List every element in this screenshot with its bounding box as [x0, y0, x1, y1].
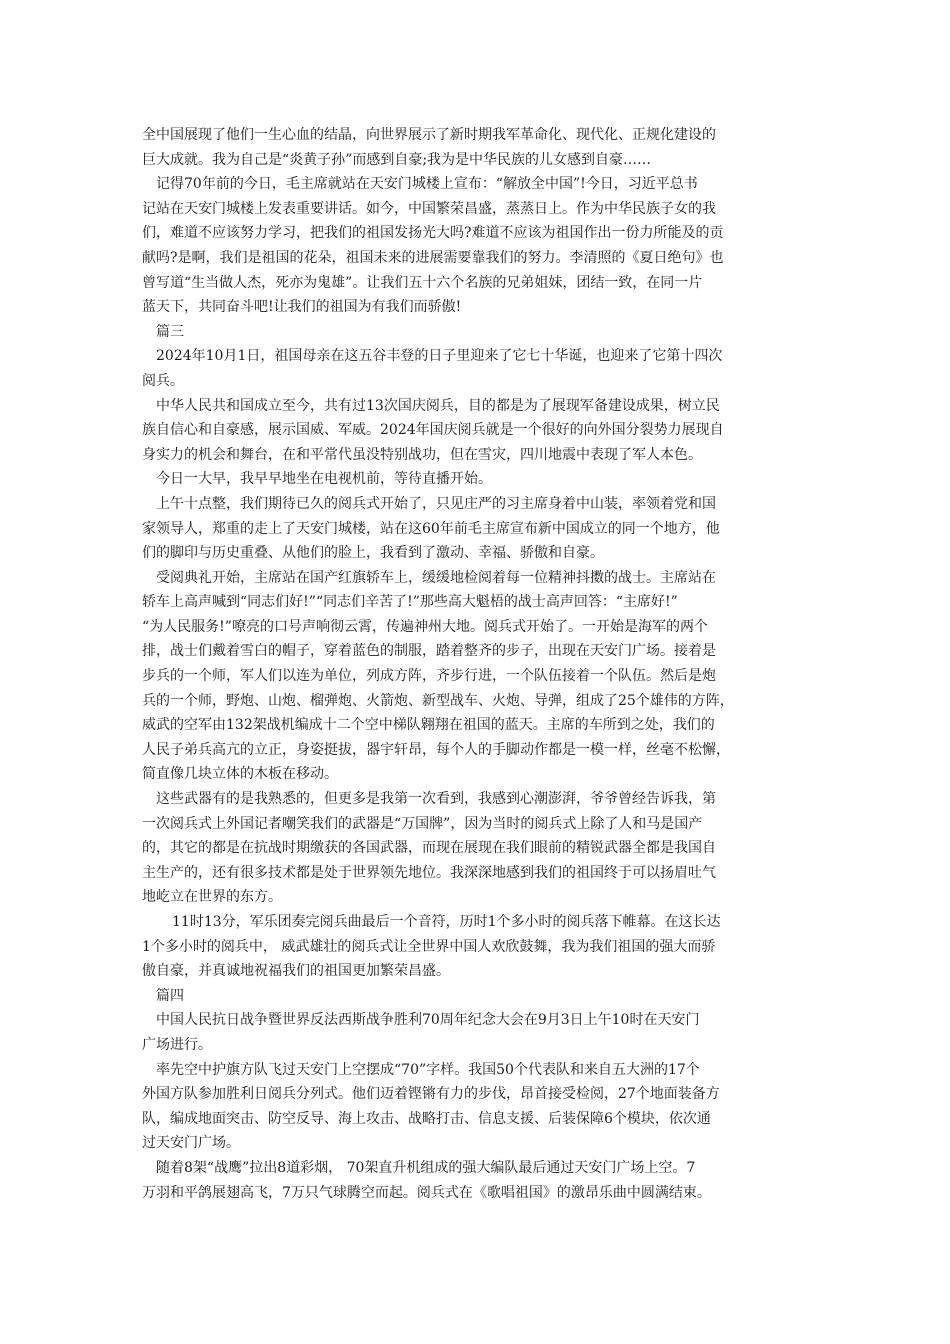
text-line: 篇四: [156, 987, 184, 1004]
text-line: 1个多小时的阅兵中， 威武雄壮的阅兵式让全世界中国人欢欣鼓舞，我为我们祖国的强大而骄: [142, 938, 716, 955]
text-line: 轿车上高声喊到“同志们好!”“同志们辛苦了!”那些高大魁梧的战士高声回答：“主席好!”: [142, 594, 678, 611]
text-line: 曾写道“生当做人杰，死亦为鬼雄”。让我们五十六个名族的兄弟姐妹，团结一致，在同一片: [142, 274, 703, 291]
text-line: 傲自豪，并真诚地祝福我们的祖国更加繁荣昌盛。: [142, 963, 450, 980]
text-line: 广场进行。: [142, 1036, 212, 1053]
text-line: 一次阅兵式上外国记者嘲笑我们的武器是“万国牌”，因为当时的阅兵式上除了人和马是国产: [142, 815, 703, 832]
text-line: 地屹立在世界的东方。: [142, 889, 282, 906]
text-line: 主生产的，还有很多技术都是处于世界领先地位。我深深地感到我们的祖国终于可以扬眉吐气: [142, 864, 716, 881]
text-line: 们，难道不应该努力学习，把我们的祖国发扬光大吗?难道不应该为祖国作出一份力所能及的贡: [142, 225, 724, 242]
text-line: 排，战士们戴着雪白的帽子，穿着蓝色的制服，踏着整齐的步子，出现在天安门广场。接着是: [142, 643, 716, 660]
text-line: 们的脚印与历史重叠、从他们的脸上，我看到了激动、幸福、骄傲和自豪。: [142, 545, 604, 562]
text-line: 篇三: [156, 323, 184, 340]
text-line: 威武的空军由132架战机编成十二个空中梯队翱翔在祖国的蓝天。主席的车所到之处，我们的: [142, 717, 715, 734]
text-line: 全中国展现了他们一生心血的结晶，向世界展示了新时期我军革命化、现代化、正规化建设的: [142, 127, 716, 143]
text-line: 步兵的一个师，军人们以连为单位，列成方阵，齐步行进，一个队伍接着一个队伍。然后是炮: [142, 668, 716, 685]
text-line: “为人民服务!”嘹亮的口号声响彻云霄，传遍神州大地。阅兵式开始了。一开始是海军的两个: [142, 618, 708, 635]
document-page: [142, 123, 814, 1205]
text-line: 人民子弟兵高亢的立正，身姿挺拔，器宇轩昂，每个人的手脚动作都是一模一样，丝毫不松懈，: [142, 741, 730, 758]
text-line: 蓝天下，共同奋斗吧!让我们的祖国为有我们而骄傲!: [142, 299, 462, 316]
text-line: 上午十点整，我们期待已久的阅兵式开始了，只见庄严的习主席身着中山装，率领着党和国: [156, 495, 716, 512]
text-line: 简直像几块立体的木板在移动。: [142, 766, 338, 783]
text-line: 万羽和平鸽展翅高飞，7万只气球腾空而起。阅兵式在《歌唱祖国》的激昂乐曲中圆满结束。: [142, 1184, 711, 1201]
text-line: 率先空中护旗方队飞过天安门上空摆成“70”字样。我国50个代表队和来自五大洲的17个: [156, 1061, 700, 1078]
text-line: 的，其它的都是在抗战时期缴获的各国武器，而现在展现在我们眼前的精锐武器全都是我国自: [142, 840, 716, 857]
text-line: 身实力的机会和舞台，在和平常代虽没特别战功，但在雪灾，四川地震中表现了军人本色。: [142, 446, 702, 463]
text-line: 兵的一个师，野炮、山炮、榴弹炮、火箭炮、新型战车、火炮、导弹，组成了25个雄伟的方阵，: [142, 692, 734, 709]
text-line: 中国人民抗日战争暨世界反法西斯战争胜利70周年纪念大会在9月3日上午10时在天安门: [156, 1012, 700, 1029]
text-line: 过天安门广场。: [142, 1135, 240, 1152]
text-line: 外国方队参加胜利日阅兵分列式。他们迈着铿锵有力的步伐，昂首接受检阅，27个地面装备方: [142, 1086, 720, 1103]
text-line: 随着8架“战鹰”拉出8道彩烟， 70架直升机组成的强大编队最后通过天安门广场上空。7: [156, 1159, 696, 1176]
text-line: 阅兵。: [142, 372, 184, 389]
text-line: 受阅典礼开始，主席站在国产红旗轿车上，缓缓地检阅着每一位精神抖擞的战士。主席站在: [156, 569, 716, 586]
text-line: 家领导人，郑重的走上了天安门城楼，站在这60年前毛主席宣布新中国成立的同一个地方，他: [142, 520, 720, 537]
text-line: 队，编成地面突击、防空反导、海上攻击、战略打击、信息支援、后装保障6个模块，依次通: [142, 1110, 711, 1127]
text-line: 这些武器有的是我熟悉的，但更多是我第一次看到，我感到心潮澎湃，爷爷曾经告诉我，第: [156, 791, 716, 808]
text-line: 中华人民共和国成立至今，共有过13次国庆阅兵，目的都是为了展现军备建设成果，树立民: [156, 397, 720, 414]
text-line: 巨大成就。我为自己是“炎黄子孙”而感到自豪;我为是中华民族的儿女感到自豪……: [142, 151, 652, 168]
text-line: 献吗?是啊，我们是祖国的花朵，祖国未来的进展需要靠我们的努力。李清照的《夏日绝句》也: [142, 249, 724, 266]
text-line: 2024年10月1日，祖国母亲在这五谷丰登的日子里迎来了它七十华诞，也迎来了它第十四次: [156, 348, 723, 365]
text-line: 今日一大早，我早早地坐在电视机前，等待直播开始。: [156, 471, 492, 488]
text-line: 11时13分，军乐团奏完阅兵曲最后一个音符，历时1个多小时的阅兵落下帷幕。在这长达: [172, 914, 721, 930]
text-line: 记站在天安门城楼上发表重要讲话。如今，中国繁荣昌盛，蒸蒸日上。作为中华民族子女的我: [142, 200, 716, 217]
text-line: 族自信心和自豪感，展示国威、军威。2024年国庆阅兵就是一个很好的向外国分裂势力展现自: [142, 422, 724, 439]
text-line: 记得70年前的今日，毛主席就站在天安门城楼上宣布：“解放全中国”!今日，习近平总书: [156, 176, 698, 193]
